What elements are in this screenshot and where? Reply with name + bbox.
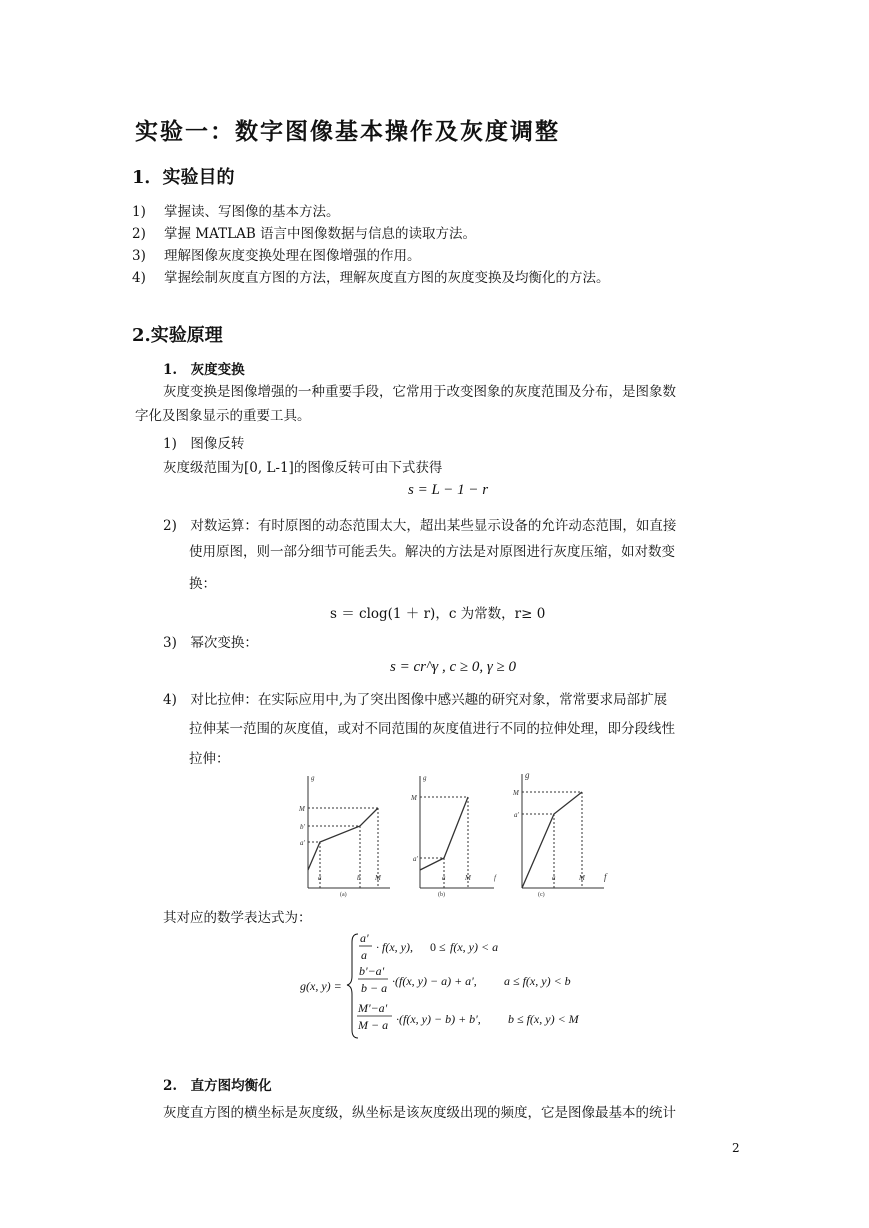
svg-text:f: f — [494, 874, 496, 882]
svg-text:a: a — [552, 874, 556, 882]
svg-text:g: g — [525, 770, 530, 780]
svg-text:M: M — [299, 805, 305, 813]
svg-text:M: M — [579, 874, 585, 882]
svg-text:M: M — [411, 794, 417, 802]
figure-label-c: (c) — [538, 892, 545, 898]
svg-text:g(x, y) =: g(x, y) = — [300, 979, 342, 993]
paragraph-line: 灰度直方图的横坐标是灰度级，纵坐标是该灰度级出现的频度，它是图像最基本的统计 — [163, 1105, 676, 1121]
equation-power: s = cr^γ , c ≥ 0, γ ≥ 0 — [390, 659, 516, 675]
paragraph-line: 灰度变换是图像增强的一种重要手段，它常用于改变图象的灰度范围及分布，是图象数 — [163, 384, 676, 400]
objective-text: 掌握 MATLAB 语言中图像数据与信息的读取方法。 — [164, 226, 477, 242]
subsection-heading-gray-transform: 1. 灰度变换 — [163, 362, 245, 378]
svg-text:f: f — [604, 872, 607, 882]
item-label: 1) 图像反转 — [163, 436, 245, 452]
svg-text:M: M — [375, 874, 381, 882]
svg-text:a: a — [442, 874, 446, 882]
objective-text: 理解图像灰度变换处理在图像增强的作用。 — [164, 248, 421, 264]
objective-num: 1) — [132, 204, 146, 220]
objective-text: 掌握读、写图像的基本方法。 — [164, 204, 340, 220]
curve-a — [308, 808, 378, 870]
paragraph-line: 4) 对比拉伸：在实际应用中,为了突出图像中感兴趣的研究对象，常常要求局部扩展 — [163, 692, 668, 708]
paragraph-line: 灰度级范围为[0, L-1]的图像反转可由下式获得 — [163, 460, 443, 476]
objective-text: 掌握绘制灰度直方图的方法，理解灰度直方图的灰度变换及均衡化的方法。 — [164, 270, 610, 286]
svg-text:a': a' — [300, 839, 305, 847]
svg-text:g: g — [423, 774, 427, 782]
objective-item — [132, 222, 476, 242]
svg-text:a: a — [361, 948, 367, 962]
subsection-heading-histogram: 2. 直方图均衡化 — [163, 1078, 272, 1094]
svg-text:· f(x, y),: · f(x, y), — [376, 940, 413, 954]
objective-item — [132, 244, 421, 264]
svg-text:M: M — [465, 874, 471, 882]
objective-num: 2) — [132, 226, 146, 242]
page-number: 2 — [732, 1141, 740, 1155]
paragraph-line: 拉伸某一范围的灰度值，或对不同范围的灰度值进行不同的拉伸处理，即分段线性 — [189, 721, 675, 737]
svg-text:a': a' — [514, 811, 519, 819]
svg-text:a: a — [318, 874, 322, 882]
paragraph-line: 字化及图象显示的重要工具。 — [135, 408, 311, 424]
section-heading-principles: 2.实验原理 — [132, 325, 223, 346]
svg-text:M: M — [513, 789, 519, 797]
svg-text:·(f(x, y) − a) + a',: ·(f(x, y) − a) + a', — [392, 974, 477, 988]
paragraph-line: 使用原图，则一部分细节可能丢失。解决的方法是对原图进行灰度压缩，如对数变 — [189, 544, 675, 560]
section-heading-objectives: 1．实验目的 — [132, 167, 235, 188]
svg-text:b − a: b − a — [361, 981, 388, 995]
svg-text:f(x, y) < a: f(x, y) < a — [450, 940, 499, 954]
piecewise-svg — [298, 928, 618, 1043]
paragraph-line: 换： — [189, 576, 216, 592]
objective-item — [132, 266, 610, 286]
svg-text:b: b — [357, 874, 361, 882]
objective-num: 4) — [132, 270, 146, 286]
svg-text:b': b' — [300, 823, 305, 831]
objective-num: 3) — [132, 248, 146, 264]
svg-text:b'−a': b'−a' — [359, 964, 385, 978]
objective-item — [132, 200, 340, 220]
page-title: 实验一：数字图像基本操作及灰度调整 — [135, 118, 560, 145]
figure-contrast-stretch — [298, 770, 618, 898]
svg-text:b ≤ f(x, y) < M: b ≤ f(x, y) < M — [508, 1012, 579, 1026]
equation-piecewise — [298, 928, 618, 1047]
svg-text:M − a: M − a — [358, 1018, 389, 1032]
figure-graphs — [298, 770, 618, 898]
svg-text:a': a' — [360, 931, 369, 945]
svg-text:·(f(x, y) − b) + b',: ·(f(x, y) − b) + b', — [396, 1012, 481, 1026]
svg-text:M'−a': M'−a' — [358, 1001, 388, 1015]
svg-text:0 ≤: 0 ≤ — [430, 940, 446, 954]
equation-inversion: s = L − 1 − r — [408, 482, 489, 498]
svg-text:g: g — [311, 774, 315, 782]
figure-label-a: (a) — [340, 892, 347, 898]
paragraph-line: 拉伸： — [189, 751, 230, 767]
paragraph-line: 其对应的数学表达式为： — [163, 910, 312, 926]
paragraph-line: 2) 对数运算：有时原图的动态范围太大，超出某些显示设备的允许动态范围，如直接 — [163, 518, 677, 534]
equation-log: s ＝ clog(1 ＋ r)，c 为常数，r≥ 0 — [330, 606, 546, 622]
svg-text:a': a' — [413, 855, 418, 863]
figure-label-b: (b) — [438, 892, 445, 898]
svg-text:a ≤ f(x, y) < b: a ≤ f(x, y) < b — [504, 974, 571, 988]
item-label: 3) 幂次变换： — [163, 635, 258, 651]
